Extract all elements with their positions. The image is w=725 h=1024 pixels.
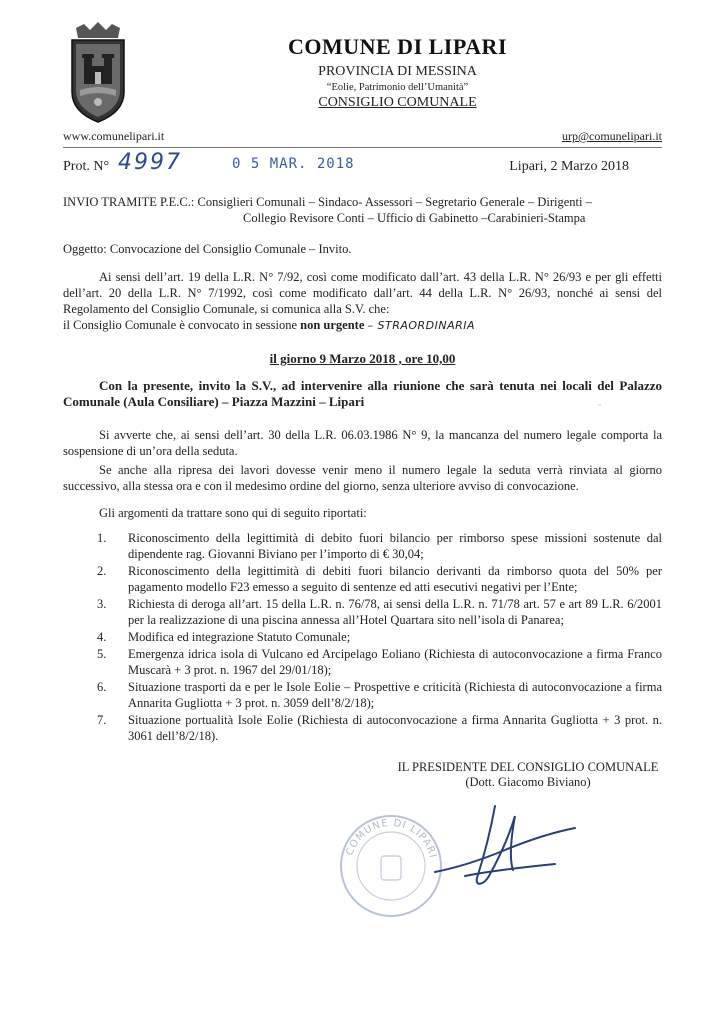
agenda-item: 7. Situazione portualità Isole Eolie (Richiesta di autoconvocazione a firma Annarita Gugliotta + 3 prot. n. 3061 dell’8/2/18). xyxy=(97,713,662,743)
signatory-role: IL PRESIDENTE DEL CONSIGLIO COMUNALE xyxy=(397,760,659,774)
subject-line: Oggetto: Convocazione del Consiglio Comunale – Invito. xyxy=(63,242,352,256)
session-handwritten-note: – STRAORDINARIA xyxy=(367,319,476,332)
recipients-line-1: INVIO TRAMITE P.E.C.: Consiglieri Comunali – Sindaco- Assessori – Segretario Generale – Dirigenti – xyxy=(63,195,592,209)
session-line xyxy=(63,317,662,334)
postponement-text: Se anche alla ripresa dei lavori dovesse venir meno il numero legale la seduta verrà rinviata al giorno successivo, alla stessa ora e con il medesimo ordine del giorno, senza ulteriore avviso di convocazione. xyxy=(63,463,662,493)
ink-mark: ᵕ xyxy=(598,400,601,411)
agenda-item: 5. Emergenza idrica isola di Vulcano ed Arcipelago Eoliano (Richiesta di autoconvocazione a firma Franco Muscarà + 3 prot. n. 1967 del 29/01/18); xyxy=(97,647,662,677)
recipients-line-2: Collegio Revisore Conti – Ufficio di Gabinetto –Carabinieri-Stampa xyxy=(243,211,586,225)
legal-basis-text: Ai sensi dell’art. 19 della L.R. N° 7/92, così come modificato dall’art. 43 della L.R. N° 26/93 e per gli effetti dell’art. 20 della L.R. N° 7/1992, così come modificato dall’art. 44 della L.R. N° 26/93, nonché ai sensi del Regolamento del Consiglio Comunale, si comunica alla S.V. che: xyxy=(63,270,662,316)
agenda-item: 6. Situazione trasporti da e per le Isole Eolie – Prospettive e criticità (Richiesta di autoconvocazione a firma Annarita Gugliotta + 3 prot. n. 3059 dell’8/2/18); xyxy=(97,680,662,710)
session-line-text: il Consiglio Comunale è convocato in sessione xyxy=(63,318,297,332)
province-line: PROVINCIA DI MESSINA xyxy=(318,64,477,79)
council-line: CONSIGLIO COMUNALE xyxy=(318,95,477,110)
municipality-title: COMUNE DI LIPARI xyxy=(287,34,508,59)
agenda-list xyxy=(63,530,662,745)
motto-line: “Eolie, Patrimonio dell’Umanità” xyxy=(326,82,469,93)
agenda-item: 1. Riconoscimento della legittimità di debito fuori bilancio per rimborso spese missioni sostenute dal dipendente rag. Giovanni Biviano per l’importo di € 30,04; xyxy=(97,531,662,561)
place-and-date: Lipari, 2 Marzo 2018 xyxy=(509,159,629,174)
website-link[interactable]: www.comunelipari.it xyxy=(63,129,165,143)
postponement-paragraph xyxy=(63,462,662,494)
agenda-item: 4. Modifica ed integrazione Statuto Comunale; xyxy=(97,630,351,644)
agenda-intro: Gli argomenti da trattare sono qui di seguito riportati: xyxy=(99,506,367,520)
header-divider xyxy=(63,147,662,148)
session-type: non urgente xyxy=(300,318,365,332)
quorum-notice-paragraph xyxy=(63,427,662,459)
email-link[interactable]: urp@comunelipari.it xyxy=(561,129,662,143)
svg-text:COMUNE DI LIPARI: COMUNE DI LIPARI xyxy=(344,817,439,860)
received-date-stamp: 0 5 MAR. 2018 xyxy=(232,156,355,172)
meeting-date-time: il giorno 9 Marzo 2018 , ore 10,00 xyxy=(269,351,456,366)
invitation-paragraph xyxy=(63,378,662,410)
protocol-number-handwritten: 4997 xyxy=(118,150,182,175)
signatory-block xyxy=(383,760,673,790)
signatory-name: (Dott. Giacomo Biviano) xyxy=(465,775,591,789)
agenda-item: 3. Richiesta di deroga all’art. 15 della L.R. n. 76/78, ai sensi della L.R. n. 71/78 art. 57 e art 89 L.R. 6/2001 per la realizzazione di una piscina annessa all’Hotel Quartara sito nell’isola di Panarea; xyxy=(97,597,662,627)
invitation-text: Con la presente, invito la S.V., ad intervenire alla riunione che sarà tenuta nei locali del Palazzo Comunale (Aula Consiliare) – Piazza Mazzini – Lipari xyxy=(63,378,662,409)
legal-basis-paragraph xyxy=(63,269,662,334)
agenda-item: 2. Riconoscimento della legittimità di debiti fuori bilancio derivanti da rimborso quota del 50% per pagamento modello F23 emesso a seguito di sentenze ed atti esecutivi negativi per l’Ente; xyxy=(97,564,662,594)
quorum-notice-text: Si avverte che, ai sensi dell’art. 30 della L.R. 06.03.1986 N° 9, la mancanza del numero legale comporta la sospensione di un’ora della seduta. xyxy=(63,428,662,458)
protocol-label: Prot. N° xyxy=(63,159,110,174)
recipients-block xyxy=(63,194,662,226)
president-signature xyxy=(425,798,585,898)
